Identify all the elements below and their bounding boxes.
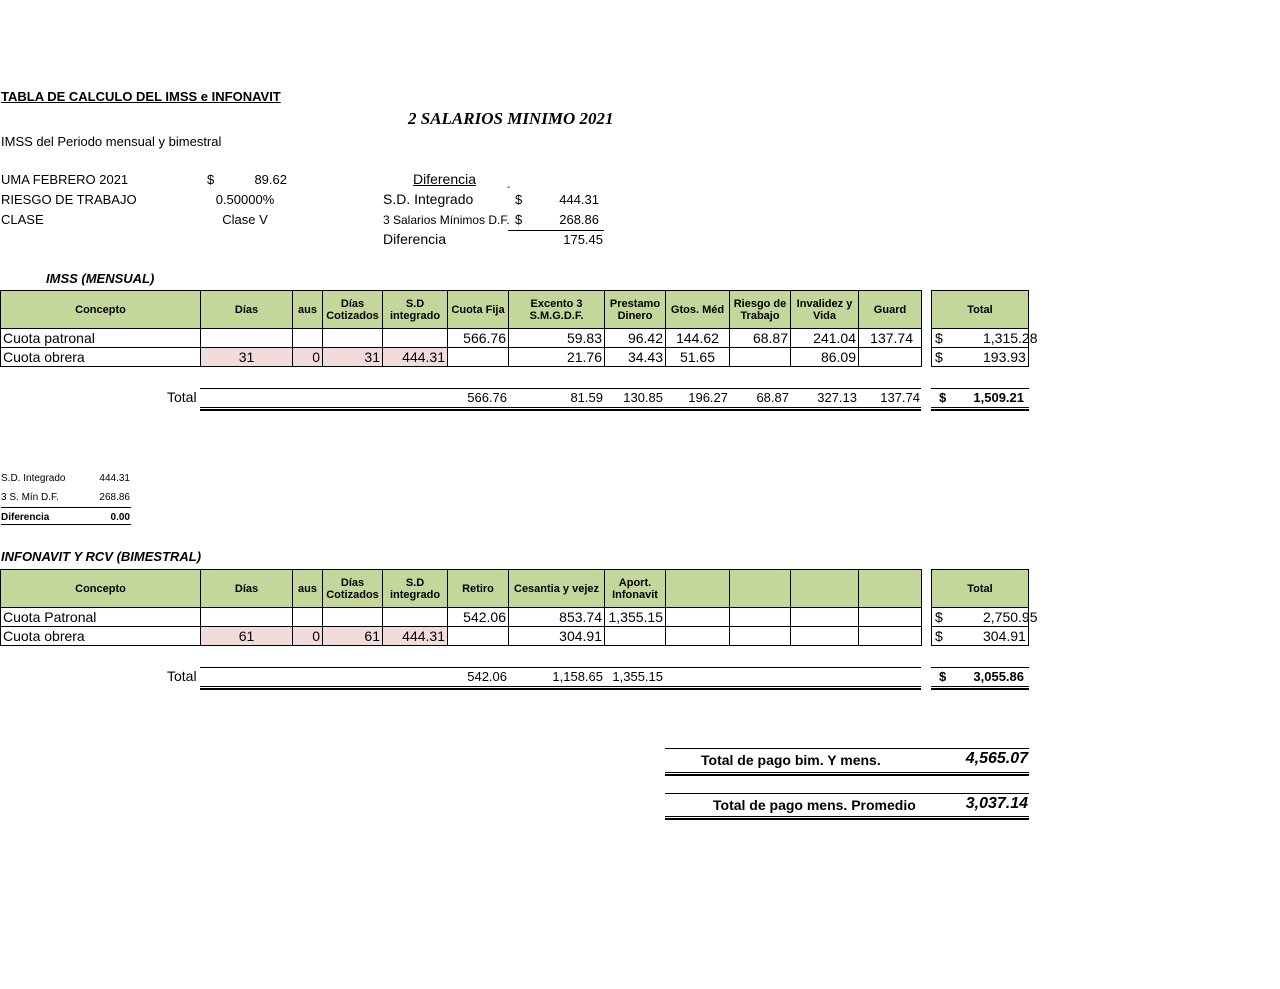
sdi-cell xyxy=(383,329,448,348)
total-cell: 1,315.28 xyxy=(980,329,1029,348)
cesantia-cell: 304.91 xyxy=(509,627,605,646)
imss-total-bottom-rule xyxy=(931,407,1029,411)
imss-total-top-rule xyxy=(931,388,1029,389)
col-header: Invalidez y Vida xyxy=(791,291,859,329)
col-header: Días xyxy=(201,570,293,608)
col-header: Cesantia y vejez xyxy=(509,570,605,608)
imss-total-cuota-fija: 566.76 xyxy=(467,390,507,405)
col-header xyxy=(730,570,791,608)
table-row xyxy=(1,329,922,348)
infonavit-section-title: INFONAVIT Y RCV (BIMESTRAL) xyxy=(1,549,202,564)
infonavit-total-bottom-rule xyxy=(200,686,921,690)
total-cell: 2,750.95 xyxy=(980,608,1029,627)
imss-total-top-rule xyxy=(200,388,921,389)
imss-section-title: IMSS (MENSUAL) xyxy=(46,271,155,286)
clase-value: Clase V xyxy=(222,212,268,227)
riesgo-value: 0.50000% xyxy=(215,192,275,207)
cuota-fija-cell xyxy=(448,348,509,367)
mini-rule xyxy=(1,507,131,508)
diferencia-title: Diferencia xyxy=(413,171,477,187)
cuota-fija-cell: 566.76 xyxy=(448,329,509,348)
summary-prom-label: Total de pago mens. Promedio xyxy=(713,797,916,813)
dias-cell: 31 xyxy=(201,348,293,367)
col-header xyxy=(859,570,922,608)
mini-sdi-label: S.D. Integrado xyxy=(1,473,66,484)
gtos-cell: 144.62 xyxy=(666,329,730,348)
total-header: Total xyxy=(932,570,1029,608)
dias-cell xyxy=(201,608,293,627)
sdi-currency: $ xyxy=(515,192,523,207)
currency-cell: $ xyxy=(932,348,981,367)
infonavit-total-top-rule xyxy=(200,667,921,668)
summary-bottom-rule xyxy=(665,816,1029,820)
total-cell: 304.91 xyxy=(980,627,1029,646)
dif-label: Diferencia xyxy=(383,231,447,247)
cotizados-cell: 31 xyxy=(323,348,383,367)
aport-cell: 1,355.15 xyxy=(605,608,666,627)
aus-cell xyxy=(293,608,323,627)
dias-cell xyxy=(201,329,293,348)
guard-cell: 137.74 xyxy=(859,329,922,348)
uma-label: UMA FEBRERO 2021 xyxy=(1,172,129,187)
excento-cell: 21.76 xyxy=(509,348,605,367)
infonavit-total-top-rule xyxy=(931,667,1029,668)
col-header: aus xyxy=(293,291,323,329)
empty-cell xyxy=(791,608,859,627)
imss-table xyxy=(0,290,922,367)
infonavit-total-label: Total xyxy=(167,668,197,684)
subtotal-rule xyxy=(508,230,604,231)
imss-total-riesgo: 68.87 xyxy=(756,390,789,405)
infonavit-grand-total: 3,055.86 xyxy=(973,669,1024,684)
sdi-label: S.D. Integrado xyxy=(383,191,474,207)
summary-rule xyxy=(665,793,1029,794)
col-header: Días xyxy=(201,291,293,329)
tres-sal-currency: $ xyxy=(515,212,523,227)
table-row xyxy=(1,608,922,627)
summary-bim-value: 4,565.07 xyxy=(965,750,1028,767)
col-header: Días Cotizados xyxy=(323,570,383,608)
col-header: Excento 3 S.M.G.D.F. xyxy=(509,291,605,329)
invalidez-cell: 241.04 xyxy=(791,329,859,348)
table-row xyxy=(1,348,922,367)
mini-sdi-value: 444.31 xyxy=(99,473,130,484)
sdi-value: 444.31 xyxy=(559,192,599,207)
col-header: aus xyxy=(293,570,323,608)
clase-label: CLASE xyxy=(1,212,44,227)
summary-prom-value: 3,037.14 xyxy=(965,795,1028,812)
empty-cell xyxy=(791,627,859,646)
empty-cell xyxy=(730,608,791,627)
summary-top-rule xyxy=(665,748,1029,749)
excento-cell: 59.83 xyxy=(509,329,605,348)
total-header: Total xyxy=(932,291,1029,329)
aus-cell: 0 xyxy=(293,348,323,367)
mini-smin-label: 3 S. Mín D.F. xyxy=(1,492,59,503)
sheet-title: TABLA DE CALCULO DEL IMSS e INFONAVIT xyxy=(1,89,281,104)
concepto-cell: Cuota obrera xyxy=(1,627,201,646)
col-header: Prestamo Dinero xyxy=(605,291,666,329)
prestamo-cell: 34.43 xyxy=(605,348,666,367)
col-header: S.D integrado xyxy=(383,291,448,329)
mini-smin-value: 268.86 xyxy=(99,492,130,503)
summary-bim-label: Total de pago bim. Y mens. xyxy=(701,752,881,768)
infonavit-total-bottom-rule xyxy=(931,686,1029,690)
empty-cell xyxy=(859,608,922,627)
concepto-cell: Cuota patronal xyxy=(1,329,201,348)
col-header: Concepto xyxy=(1,291,201,329)
guard-cell xyxy=(859,348,922,367)
uma-value: 89.62 xyxy=(254,172,287,187)
tres-sal-value: 268.86 xyxy=(559,212,599,227)
infonavit-total-retiro: 542.06 xyxy=(467,669,507,684)
tres-sal-label: 3 Salarios Mínimos D.F. xyxy=(383,213,510,227)
mini-dif-label: Diferencia xyxy=(1,512,50,523)
col-header: Cuota Fija xyxy=(448,291,509,329)
retiro-cell xyxy=(448,627,509,646)
col-header: Guard xyxy=(859,291,922,329)
imss-grand-total: 1,509.21 xyxy=(973,390,1024,405)
empty-cell xyxy=(730,627,791,646)
concepto-cell: Cuota obrera xyxy=(1,348,201,367)
invalidez-cell: 86.09 xyxy=(791,348,859,367)
total-cell: 193.93 xyxy=(980,348,1029,367)
col-header: S.D integrado xyxy=(383,570,448,608)
sheet-subtitle: 2 SALARIOS MINIMO 2021 xyxy=(408,109,614,128)
period-label: IMSS del Periodo mensual y bimestral xyxy=(1,134,222,149)
col-header: Aport. Infonavit xyxy=(605,570,666,608)
table-row xyxy=(1,627,922,646)
sdi-cell: 444.31 xyxy=(383,348,448,367)
uma-currency: $ xyxy=(207,172,215,187)
infonavit-table xyxy=(0,569,922,646)
infonavit-total-currency: $ xyxy=(939,669,947,684)
infonavit-total-box xyxy=(931,569,1038,646)
infonavit-total-cesantia: 1,158.65 xyxy=(552,669,603,684)
col-header: Concepto xyxy=(1,570,201,608)
cotizados-cell xyxy=(323,608,383,627)
aus-cell xyxy=(293,329,323,348)
imss-total-invalidez: 327.13 xyxy=(817,390,857,405)
infonavit-total-aport: 1,355.15 xyxy=(612,669,663,684)
empty-cell xyxy=(666,627,730,646)
imss-header-row xyxy=(1,291,922,329)
prestamo-cell: 96.42 xyxy=(605,329,666,348)
sdi-cell xyxy=(383,608,448,627)
col-header: Gtos. Méd xyxy=(666,291,730,329)
mini-dif-value: 0.00 xyxy=(110,512,130,523)
col-header xyxy=(666,570,730,608)
tick-mark: - xyxy=(507,182,511,193)
dif-value: 175.45 xyxy=(563,232,603,247)
mini-rule xyxy=(1,524,131,525)
dias-cell: 61 xyxy=(201,627,293,646)
gtos-cell: 51.65 xyxy=(666,348,730,367)
riesgo-label: RIESGO DE TRABAJO xyxy=(1,192,137,207)
col-header: Retiro xyxy=(448,570,509,608)
sdi-cell: 444.31 xyxy=(383,627,448,646)
riesgo-cell: 68.87 xyxy=(730,329,791,348)
concepto-cell: Cuota Patronal xyxy=(1,608,201,627)
retiro-cell: 542.06 xyxy=(448,608,509,627)
cotizados-cell xyxy=(323,329,383,348)
empty-cell xyxy=(666,608,730,627)
infonavit-header-row xyxy=(1,570,922,608)
imss-total-gtos: 196.27 xyxy=(688,390,728,405)
col-header: Riesgo de Trabajo xyxy=(730,291,791,329)
imss-total-prestamo: 130.85 xyxy=(623,390,663,405)
riesgo-cell xyxy=(730,348,791,367)
col-header: Días Cotizados xyxy=(323,291,383,329)
cesantia-cell: 853.74 xyxy=(509,608,605,627)
imss-total-currency: $ xyxy=(939,390,947,405)
imss-total-box xyxy=(931,290,1038,367)
imss-total-bottom-rule xyxy=(200,407,921,411)
aus-cell: 0 xyxy=(293,627,323,646)
aport-cell xyxy=(605,627,666,646)
imss-total-label: Total xyxy=(167,389,197,405)
cotizados-cell: 61 xyxy=(323,627,383,646)
currency-cell: $ xyxy=(932,329,981,348)
col-header xyxy=(791,570,859,608)
empty-cell xyxy=(859,627,922,646)
currency-cell: $ xyxy=(932,627,981,646)
currency-cell: $ xyxy=(932,608,981,627)
summary-mid-rule xyxy=(665,772,1029,776)
imss-total-excento: 81.59 xyxy=(570,390,603,405)
imss-total-guard: 137.74 xyxy=(880,390,920,405)
